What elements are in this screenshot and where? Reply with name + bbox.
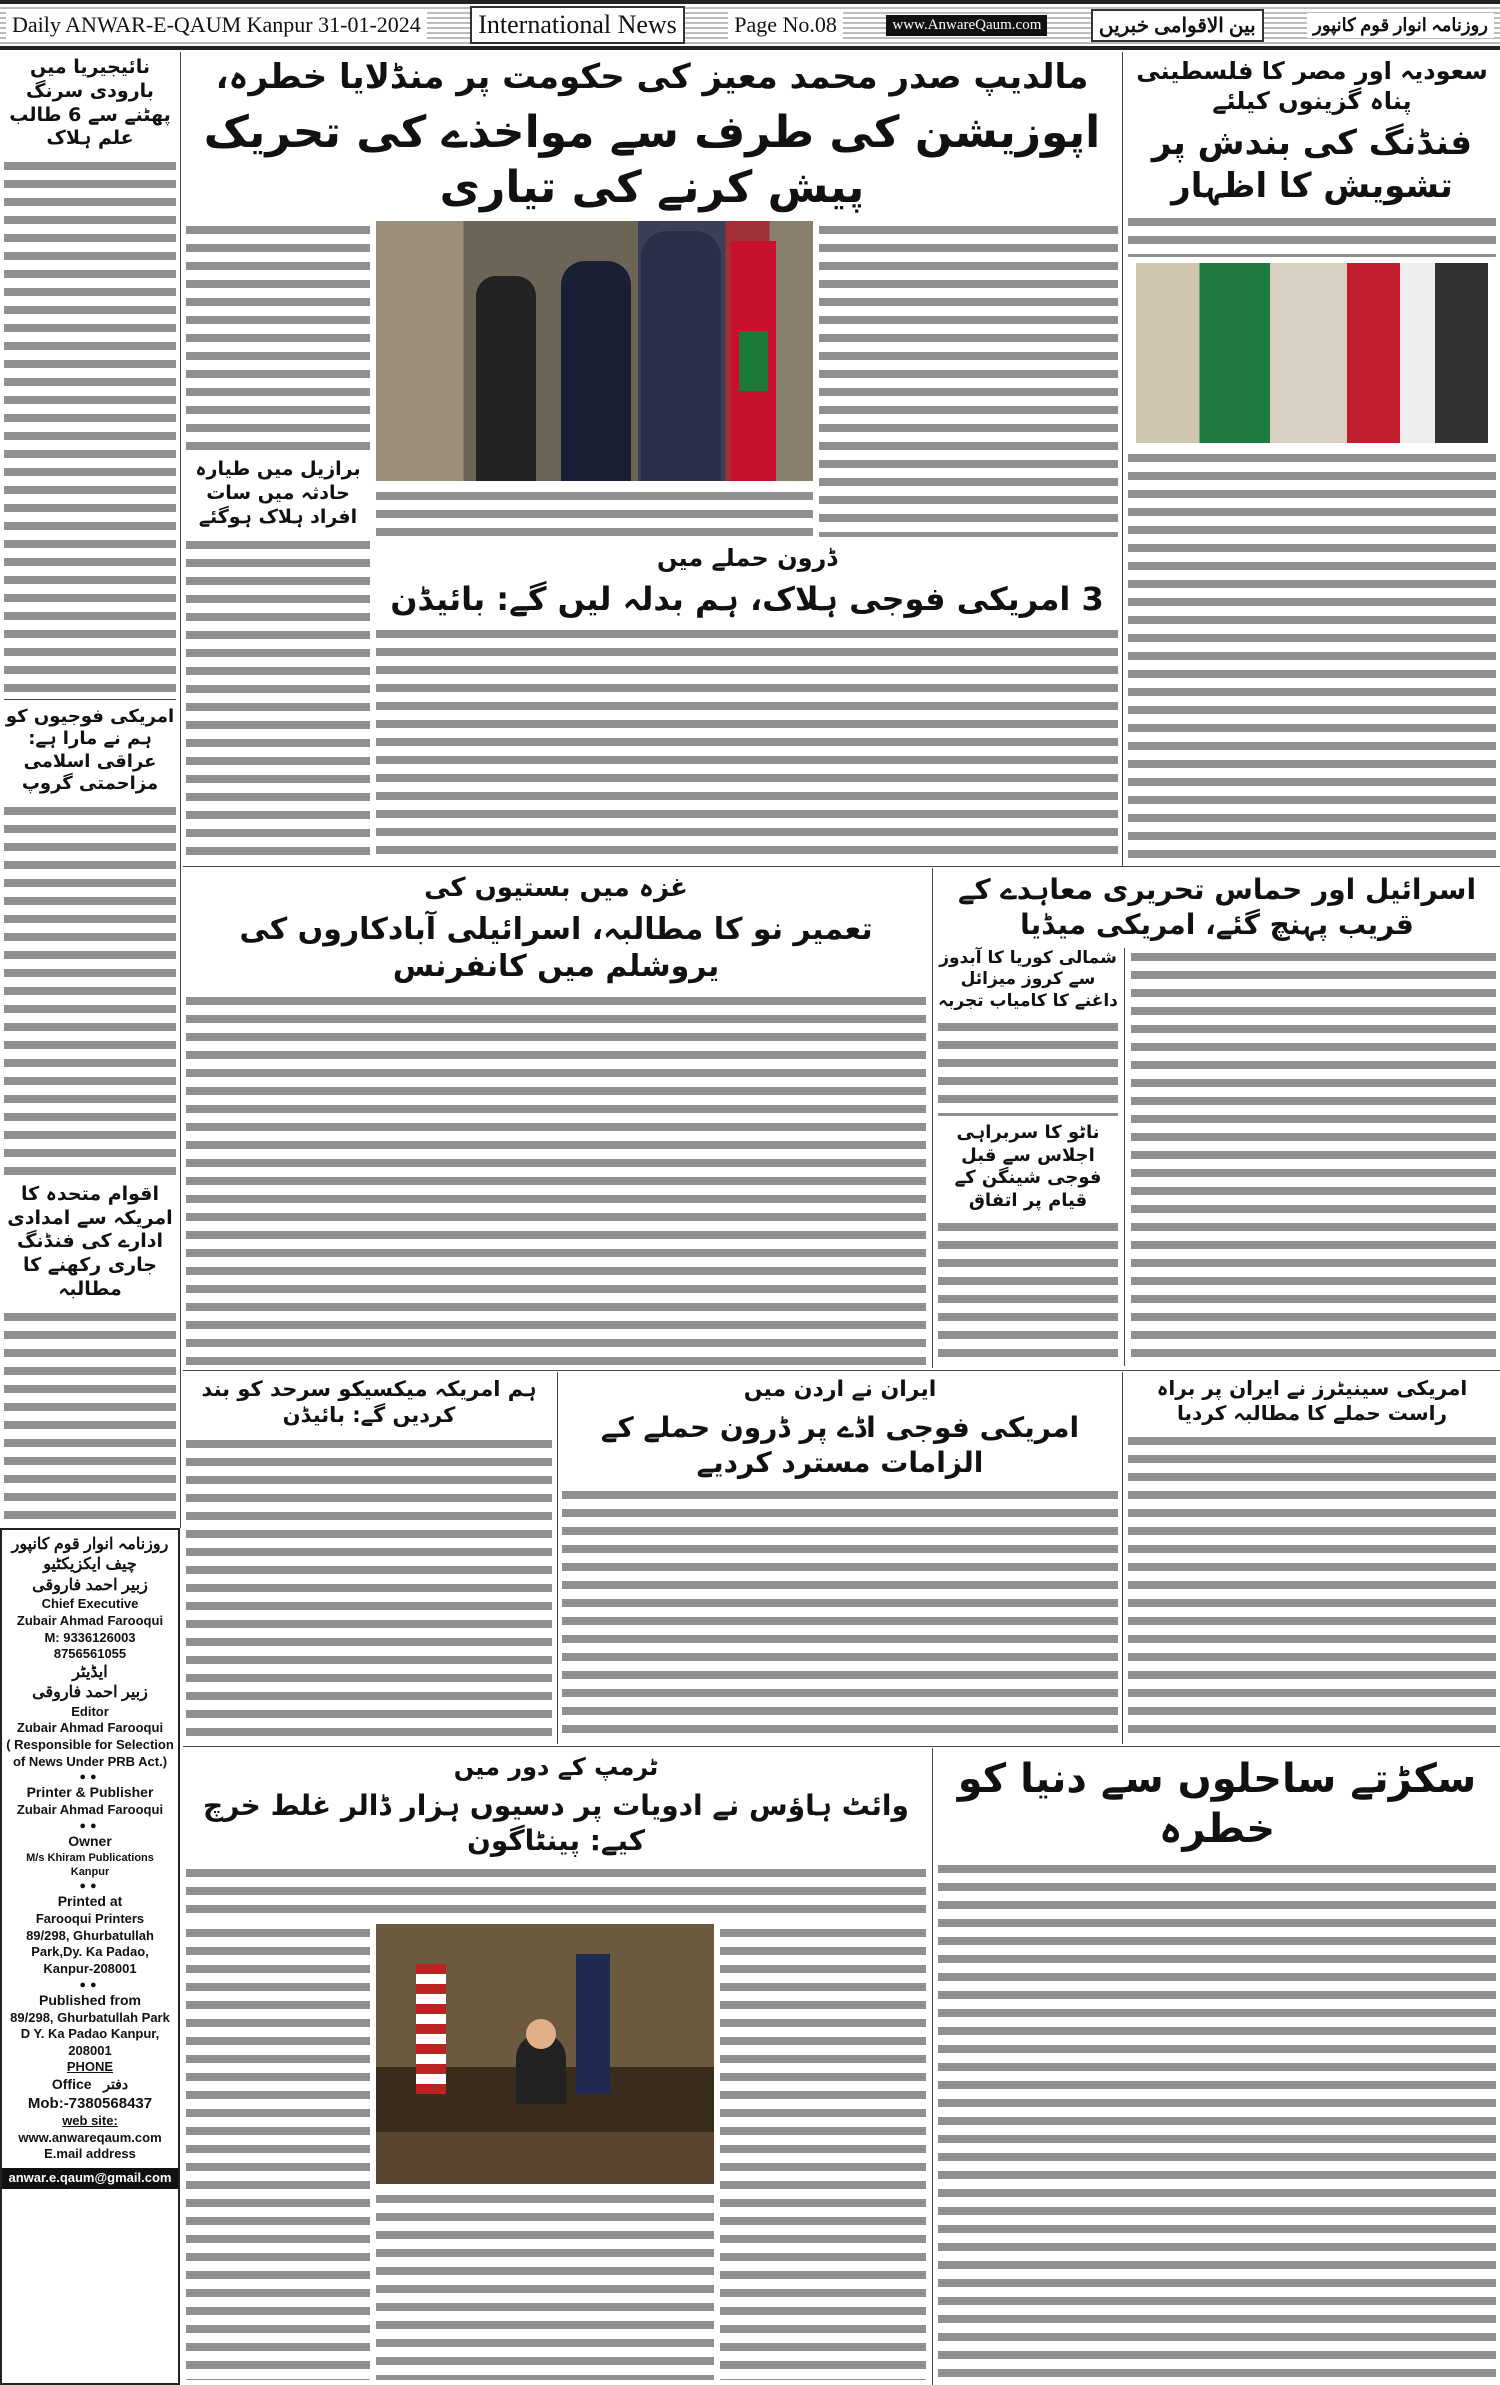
chief-exec-label: Chief Executive xyxy=(41,1596,139,1612)
left-column xyxy=(4,56,176,1522)
paper-date: Daily ANWAR-E-QAUM Kanpur 31-01-2024 xyxy=(6,10,427,40)
mobile-2: 8756561055 xyxy=(53,1646,127,1662)
masthead-box xyxy=(0,1528,180,2385)
divider xyxy=(183,1370,1500,1371)
nk-nato-column xyxy=(938,948,1118,1366)
trump-columns xyxy=(186,1924,926,2380)
section-title-urdu: بین الاقوامی خبریں xyxy=(1091,9,1264,42)
maldives-left-column xyxy=(186,221,370,861)
masthead-email[interactable]: anwar.e.qaum@gmail.com xyxy=(2,2168,178,2189)
printer-label: Printer & Publisher xyxy=(26,1784,154,1801)
column-rule xyxy=(557,1372,558,1744)
article-lead-saudi xyxy=(1128,213,1496,257)
chief-exec-name: Zubair Ahmad Farooqui xyxy=(16,1613,164,1629)
divider xyxy=(4,699,176,700)
headline-nato: ناٹو کا سربراہی اجلاس سے قبل فوجی شینگن کے قیام پر اتفاق xyxy=(954,1122,1102,1211)
israel-hamas-region xyxy=(938,872,1496,1366)
headline-saudi: فنڈنگ کی بندش پر تشویش کا اظہار xyxy=(1151,123,1473,206)
article-body-un xyxy=(4,1308,176,1522)
article-body-iraq xyxy=(4,802,176,1177)
separator: ●● xyxy=(79,1978,101,1991)
article-body-gaza xyxy=(186,992,926,1367)
published-label: Published from xyxy=(39,1991,141,2008)
headline-trump: وائٹ ہاؤس نے ادویات پر دسیوں ہزار ڈالر غلط خرچ کیے: پینٹاگون xyxy=(203,1789,909,1857)
article-body-maldives-3 xyxy=(819,221,1118,537)
column-rule xyxy=(1124,948,1125,1366)
website-label: web site: xyxy=(62,2113,118,2129)
maldives-photo-row xyxy=(376,221,1118,537)
owner-city: Kanpur xyxy=(70,1866,110,1879)
printed-label: Printed at xyxy=(57,1893,123,1910)
email-label: E.mail address xyxy=(44,2146,136,2162)
headline-iraq: امریکی فوجیوں کو ہم نے مارا ہے: عراقی اسلامی مزاحمتی گروپ xyxy=(5,705,175,795)
masthead-paper: روزنامہ انوار قوم کانپور xyxy=(11,1536,169,1553)
masthead-website[interactable]: www.anwareqaum.com xyxy=(18,2129,162,2145)
section-title: International News xyxy=(470,6,685,44)
headline-mexico: ہم امریکہ میکسیکو سرحد کو بند کردیں گے: بائیڈن xyxy=(201,1377,537,1428)
article-body-trump xyxy=(186,1924,370,2380)
kicker-iran: ایران نے اردن میں xyxy=(743,1377,937,1402)
chief-exec-urdu: چیف ایکزیکٹیو xyxy=(43,1556,137,1574)
headline-iran: امریکی فوجی اڈے پر ڈرون حملے کے الزامات مسترد کردیے xyxy=(600,1410,1080,1479)
office-row xyxy=(6,2076,174,2094)
maldives-drone-area xyxy=(376,221,1118,861)
name-urdu: زبیر احمد فاروقی xyxy=(32,1576,148,1594)
article-body-nato xyxy=(938,1218,1118,1366)
headline-nigeria: نائیجیریا میں بارودی سرنگ پھٹنے سے 6 طالب علم ہلاک xyxy=(9,56,171,150)
headline-israel-hamas: اسرائیل اور حماس تحریری معاہدے کے قریب پہنچ گئے، امریکی میڈیا xyxy=(957,873,1477,941)
senators-story xyxy=(1128,1376,1496,1742)
center-top-region xyxy=(186,56,1118,860)
editor-name: Zubair Ahmad Farooqui xyxy=(16,1720,164,1736)
phone-label: PHONE xyxy=(66,2059,114,2075)
paper-name-urdu: روزنامہ انوار قوم کانپور xyxy=(1307,13,1494,38)
gaza-story xyxy=(186,872,926,1366)
divider xyxy=(183,1746,1500,1747)
responsible-note: ( Responsible for Selection of News Under PRB Act.) xyxy=(6,1737,174,1769)
article-body-drone xyxy=(376,625,1118,861)
column-rule xyxy=(1122,52,1123,866)
headline-brazil: برازیل میں طیارہ حادثہ میں سات افراد ہلاک ہوگئے xyxy=(195,458,361,528)
kicker-trump: ٹرمپ کے دور میں xyxy=(453,1753,659,1781)
divider xyxy=(183,866,1500,867)
article-body-trump-2 xyxy=(376,2190,714,2380)
article-body-mexico xyxy=(186,1435,552,1743)
headline-senators: امریکی سینیٹرز نے ایران پر براہ راست حملے کا مطالبہ کردیا xyxy=(1156,1376,1468,1425)
headline-un: اقوام متحدہ کا امریکہ سے امدادی ادارے کی فنڈنگ جاری رکھنے کا مطالبہ xyxy=(7,1182,173,1300)
column-rule xyxy=(180,52,181,1528)
office-urdu: دفتر xyxy=(103,2076,129,2093)
article-body-senators xyxy=(1128,1432,1496,1742)
center-top-columns xyxy=(186,221,1118,861)
article-lead-trump xyxy=(186,1864,926,1918)
office-label: Office xyxy=(51,2076,92,2093)
coasts-story xyxy=(938,1754,1496,2380)
photo-trump-oval-office xyxy=(376,1924,714,2184)
article-body-trump-3 xyxy=(720,1924,926,2380)
headline-gaza: تعمیر نو کا مطالبہ، اسرائیلی آبادکاروں کی یروشلم میں کانفرنس xyxy=(239,911,873,984)
editor-name-urdu: زبیر احمد فاروقی xyxy=(32,1684,148,1702)
owner: M/s Khiram Publications xyxy=(26,1851,154,1864)
headline-nk: شمالی کوریا کا آبدوز سے کروز میزائل داغنے کا کامیاب تجربہ xyxy=(938,948,1118,1011)
printer-address: 89/298, Ghurbatullah Park,Dy. Ka Padao, Kanpur-208001 xyxy=(26,1927,154,1976)
column-rule xyxy=(932,1748,933,2385)
article-body-iran xyxy=(562,1486,1118,1743)
page-header xyxy=(0,0,1500,50)
headline-maldives: اپوزیشن کی طرف سے مواخذے کی تحریک پیش کرنے کی تیاری xyxy=(203,106,1101,213)
article-body-coasts xyxy=(938,1860,1496,2380)
kicker-maldives: مالدیپ صدر محمد معیز کی حکومت پر منڈلایا خطرہ، xyxy=(215,57,1089,97)
headline-drone: 3 امریکی فوجی ہلاک، ہم بدلہ لیں گے: بائیڈن xyxy=(390,579,1104,618)
printer: Farooqui Printers xyxy=(35,1911,145,1927)
photo-saudi-egypt xyxy=(1136,263,1488,443)
editor-urdu: ایڈیٹر xyxy=(72,1663,108,1681)
published-address: 89/298, Ghurbatullah Park D Y. Ka Padao Kanpur, 208001 xyxy=(10,2009,170,2058)
headline-coasts: سکڑتے ساحلوں سے دنیا کو خطرہ xyxy=(957,1756,1477,1852)
editor-label: Editor xyxy=(71,1703,109,1719)
column-rule xyxy=(932,868,933,1368)
article-body-brazil xyxy=(186,536,370,860)
trump-photo-column xyxy=(376,1924,714,2380)
article-body-maldives xyxy=(186,221,370,453)
website-link[interactable]: www.AnwareQaum.com xyxy=(886,15,1047,36)
article-body-saudi xyxy=(1128,449,1496,860)
kicker-saudi: سعودیہ اور مصر کا فلسطینی پناہ گزینوں کیلئے xyxy=(1136,57,1488,115)
article-body-israel-hamas xyxy=(1131,948,1496,1366)
separator: ●● xyxy=(79,1880,101,1893)
photo-maldives-president xyxy=(376,221,813,481)
separator: ●● xyxy=(79,1771,101,1784)
article-body-nigeria xyxy=(4,157,176,693)
article-body-nk xyxy=(938,1018,1118,1117)
kicker-drone: ڈرون حملے میں xyxy=(656,543,838,572)
office-mobile: Mob:-7380568437 xyxy=(27,2094,153,2112)
separator: ●● xyxy=(79,1819,101,1832)
israel-hamas-columns xyxy=(938,948,1496,1366)
column-rule xyxy=(1122,1372,1123,1744)
iran-story xyxy=(562,1376,1118,1742)
trump-story xyxy=(186,1752,926,2380)
owner-label: Owner xyxy=(68,1833,112,1850)
maldives-photo-column xyxy=(376,221,813,537)
kicker-gaza: غزہ میں بستیوں کی xyxy=(424,873,688,903)
mobile: M: 9336126003 xyxy=(44,1629,136,1645)
page-number: Page No.08 xyxy=(728,10,843,40)
article-body-maldives-2 xyxy=(376,487,813,537)
printer-name: Zubair Ahmad Farooqui xyxy=(16,1802,164,1818)
saudi-story xyxy=(1128,56,1496,860)
mexico-story xyxy=(186,1376,552,1742)
